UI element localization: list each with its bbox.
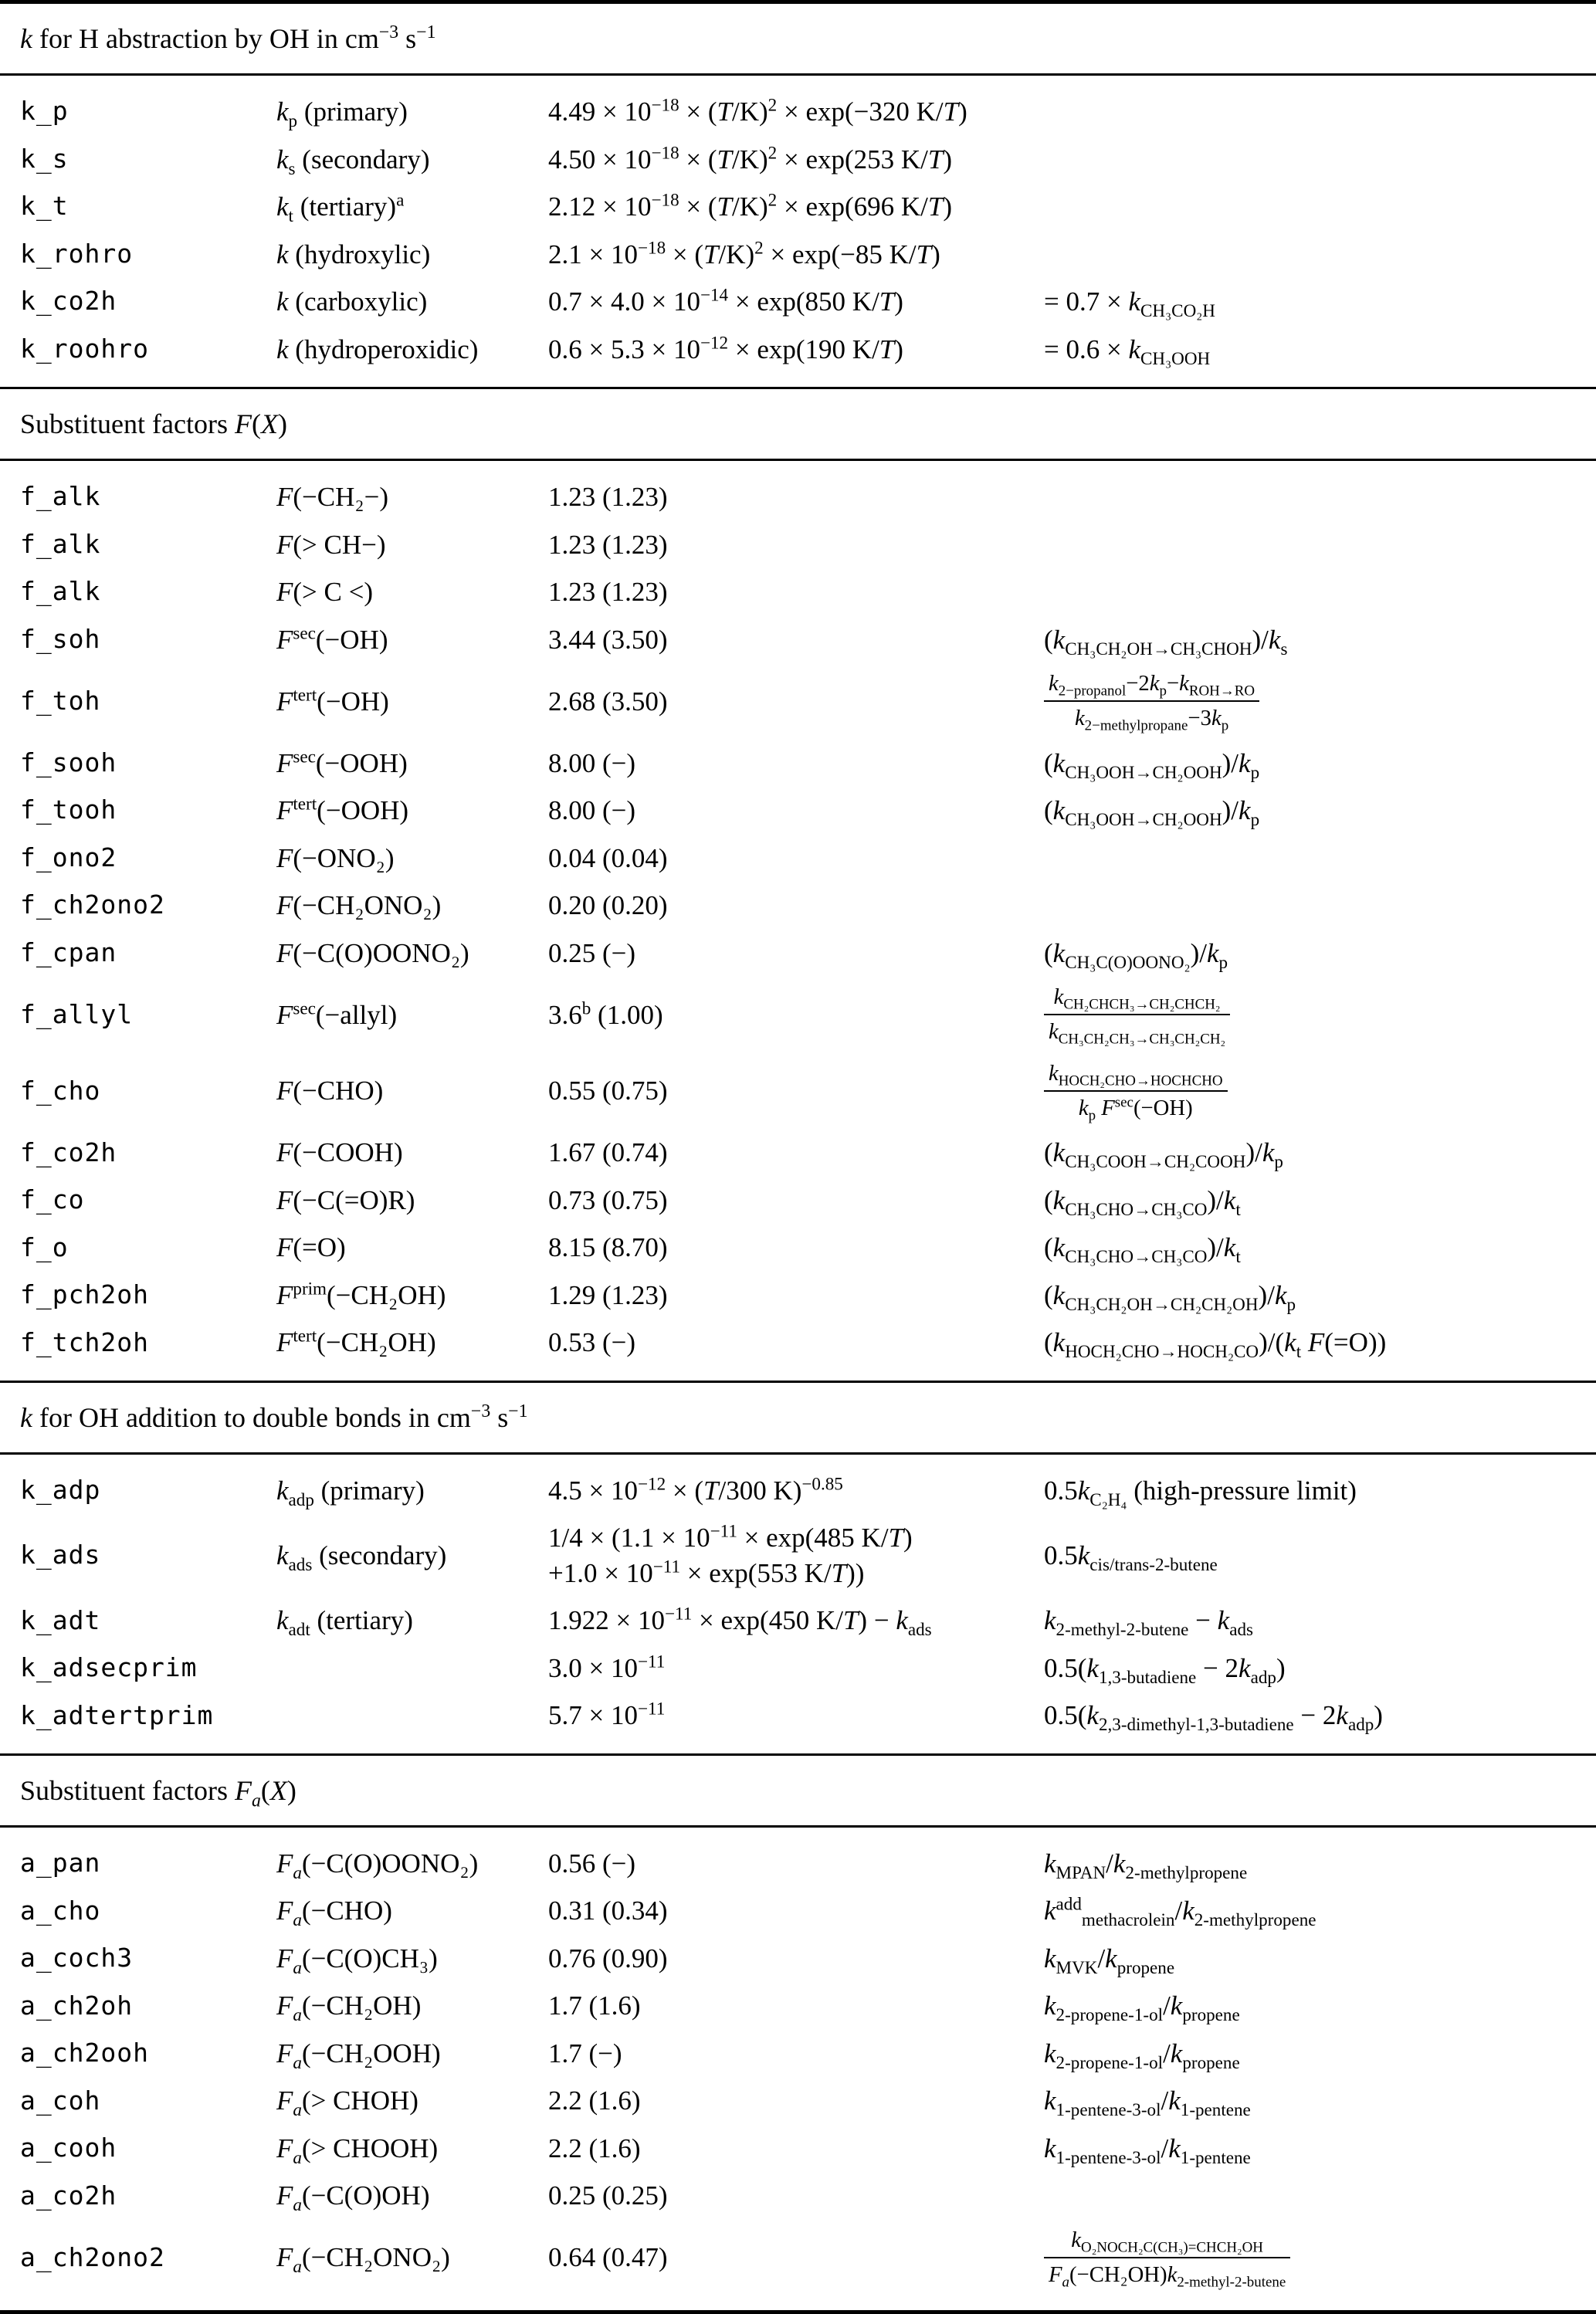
param-formula: 0.25 (0.25) (548, 2180, 668, 2211)
param-formula: 1.7 (1.6) (548, 1990, 641, 2021)
param-code: k_adsecprim (20, 1652, 198, 1683)
param-note: $k_{MVK}/k_{propene}$ (1044, 1943, 1175, 1977)
param-formula: 8.00 (−) (548, 795, 636, 826)
section-header: k for H abstraction by OH in $cm^{-3}$ $s^{-1}$ (0, 4, 1596, 76)
param-symbol: $k_p$ (primary) (276, 97, 408, 131)
section-header: Substituent factors $F_a(X)$ (0, 1756, 1596, 1828)
param-note: $k_{2-propene-1-ol}/k_{propene}$ (1044, 1990, 1240, 2025)
table-row (0, 183, 1596, 231)
param-formula: 3.44 (3.50) (548, 624, 668, 655)
param-code: k_ads (20, 1540, 101, 1570)
param-code: k_p (20, 96, 69, 127)
param-note: $k_{1-pentene-3-ol}/k_{1-pentene}$ (1044, 2133, 1251, 2167)
fraction-numerator: $k_{HOCH_2CHO\to HOCHCHO}$ (1044, 1059, 1228, 1092)
param-formula: $3.0 \times 10^{-11}$ (548, 1651, 666, 1683)
param-code: a_ch2ono2 (20, 2241, 165, 2272)
param-symbol: F(−C(=O)R) (276, 1184, 415, 1215)
fraction (1044, 2226, 1290, 2290)
param-code: k_adt (20, 1604, 101, 1635)
param-symbol: $F_a(>$ CHOOH) (276, 2133, 439, 2167)
table-row (0, 1645, 1596, 1692)
param-symbol: F(> C <) (276, 577, 374, 607)
param-symbol: F(−ONO₂) (276, 842, 395, 873)
table-row (0, 1053, 1596, 1130)
param-code: a_pan (20, 1848, 101, 1879)
param-symbol: $F^{sec}(-OH)$ (276, 622, 388, 655)
param-note: $(k_{CH_3COOH\to CH_2COOH})/k_p$ (1044, 1137, 1283, 1172)
param-formula: $1/4 \times (1.1 \times 10^{-11} \times \exp(485$ K/T) $+1.0 \times 10^{-11} \times \exp(553$ K/T)) (548, 1520, 913, 1588)
table-section (0, 4, 1596, 387)
table-row (0, 663, 1596, 740)
table-row (0, 1129, 1596, 1177)
param-formula: 8.15 (8.70) (548, 1232, 668, 1263)
param-code: f_pch2oh (20, 1279, 149, 1310)
param-note: $k_{2-methyl-2-butene} - k_{ads}$ (1044, 1605, 1254, 1640)
param-symbol: $F_a(-CH_2ONO_2)$ (276, 2242, 450, 2277)
param-symbol: F(−CH₂−) (276, 482, 389, 512)
param-code: k_adtertprim (20, 1699, 214, 1730)
param-note: = $0.6 \times k_{CH_3OOH}$ (1044, 334, 1211, 368)
section-rows (0, 1455, 1596, 1753)
param-note: = $0.7 \times k_{CH_3CO_2H}$ (1044, 286, 1215, 321)
table-row (0, 473, 1596, 521)
section-rows (0, 76, 1596, 387)
table-row (0, 568, 1596, 616)
table-section (0, 387, 1596, 1381)
param-code: f_co (20, 1184, 85, 1215)
section-rows (0, 461, 1596, 1381)
param-code: f_sooh (20, 747, 117, 778)
table-row (0, 2220, 1596, 2296)
section-header: k for OH addition to double bonds in $cm^{-3}$ $s^{-1}$ (0, 1383, 1596, 1455)
param-symbol: $k_t$ (tertiary)$^a$ (276, 189, 405, 226)
param-symbol: $F_a(-C(O)CH_3)$ (276, 1943, 438, 1977)
param-note: $k_{1-pentene-3-ol}/k_{1-pentene}$ (1044, 2085, 1251, 2120)
param-symbol: k (carboxylic) (276, 286, 428, 317)
param-code: f_cho (20, 1075, 101, 1106)
table-row (0, 2125, 1596, 2173)
param-formula: 2.2 (1.6) (548, 2133, 641, 2163)
param-symbol: $F_a(>$ CHOH) (276, 2085, 418, 2120)
table-row (0, 1982, 1596, 2030)
param-note: $(k_{CH_3CHO\to CH_3CO})/k_t$ (1044, 1232, 1241, 1267)
param-note: $(k_{CH_3C(O)OONO_2})/k_p$ (1044, 937, 1228, 972)
param-code: a_ch2ooh (20, 2038, 149, 2068)
param-note: $(k_{CH_3OOH\to CH_2OOH})/k_p$ (1044, 795, 1260, 830)
param-formula: $4.50 \times 10^{-18} \times (T/K)^2 \times \exp(253$ K/T) (548, 141, 953, 174)
param-symbol: k (hydroperoxidic) (276, 334, 479, 364)
param-note: $k_{MPAN}/k_{2-methylpropene}$ (1044, 1848, 1248, 1882)
table-row (0, 2077, 1596, 2125)
param-formula: $5.7 \times 10^{-11}$ (548, 1698, 666, 1731)
param-formula: $1.922 \times 10^{-11} \times \exp(450$ $K/T) - k_{ads}$ (548, 1603, 932, 1640)
table-row (0, 1840, 1596, 1888)
fraction-denominator: $k_p$ $F^{sec}(-OH)$ (1078, 1094, 1193, 1124)
param-symbol: F(−CH₂ONO₂) (276, 890, 442, 921)
table-row (0, 977, 1596, 1053)
table-row (0, 787, 1596, 835)
param-formula: 0.73 (0.75) (548, 1184, 668, 1215)
param-symbol: $F^{prim}(-CH_2OH)$ (276, 1278, 446, 1310)
param-formula: 0.64 (0.47) (548, 2242, 668, 2273)
param-code: f_ch2ono2 (20, 889, 165, 920)
param-note: $0.5(k_{2,3-dimethyl-1,3-butadiene} - 2k_{adp})$ (1044, 1700, 1383, 1735)
param-code: a_coch3 (20, 1943, 134, 1974)
param-code: k_rohro (20, 238, 134, 269)
param-code: f_co2h (20, 1137, 117, 1167)
table-row (0, 835, 1596, 883)
param-code: k_adp (20, 1475, 101, 1506)
param-note (1044, 983, 1596, 1047)
table-row (0, 1177, 1596, 1225)
table-section (0, 1381, 1596, 1753)
table-row (0, 740, 1596, 788)
param-code: f_tch2oh (20, 1326, 149, 1357)
param-symbol: $F^{sec}(-OOH)$ (276, 745, 408, 778)
param-symbol: $F_a(-C(O)OONO_2)$ (276, 1848, 479, 1882)
table-section (0, 1753, 1596, 2310)
table-row (0, 1467, 1596, 1515)
table-row (0, 88, 1596, 136)
fraction (1044, 983, 1230, 1047)
param-code: f_allyl (20, 998, 134, 1029)
param-symbol: F(−COOH) (276, 1137, 403, 1168)
table-row (0, 2030, 1596, 2078)
param-symbol: F(> CH−) (276, 529, 386, 560)
param-formula: $2.12 \times 10^{-18} \times (T/K)^2 \times \exp(696$ K/T) (548, 189, 953, 222)
param-note: $0.5k_{C_2H_4}$ (high-pressure limit) (1044, 1475, 1357, 1509)
param-formula: 0.56 (−) (548, 1848, 636, 1879)
param-formula: $0.6 \times 5.3 \times 10^{-12} \times \exp(190$ K/T) (548, 331, 903, 364)
param-symbol: F(=O) (276, 1232, 346, 1263)
table-row (0, 1319, 1596, 1367)
param-symbol: $F^{tert}(-OH)$ (276, 683, 389, 717)
param-formula: 1.23 (1.23) (548, 577, 668, 607)
param-code: k_roohro (20, 333, 149, 364)
param-code: f_alk (20, 576, 101, 607)
fraction-denominator: $k_{2-methylpropane}-3k_p$ (1074, 706, 1229, 734)
table-row (0, 2172, 1596, 2220)
param-note: $(k_{CH_3CHO\to CH_3CO})/k_t$ (1044, 1184, 1241, 1219)
param-formula: 0.55 (0.75) (548, 1076, 668, 1106)
param-code: f_alk (20, 528, 101, 559)
table-row (0, 930, 1596, 977)
param-formula: 0.20 (0.20) (548, 890, 668, 921)
param-symbol: $F^{tert}(-CH_2OH)$ (276, 1325, 436, 1358)
param-code: f_alk (20, 481, 101, 512)
param-symbol: $F_a(-C(O)OH)$ (276, 2180, 430, 2215)
table-row (0, 616, 1596, 664)
table-row (0, 326, 1596, 374)
fraction (1044, 669, 1259, 734)
param-code: a_co2h (20, 2180, 117, 2211)
table-row (0, 521, 1596, 569)
param-code: f_cpan (20, 937, 117, 967)
param-symbol: F(−C(O)OONO₂) (276, 937, 469, 968)
param-note (1044, 1059, 1596, 1123)
table-row (0, 882, 1596, 930)
param-symbol: $k_s$ (secondary) (276, 144, 430, 178)
fraction-numerator: $k_{O_2NOCH_2C(CH_3)=CHCH_2OH}$ (1044, 2226, 1290, 2258)
param-code: k_co2h (20, 286, 117, 317)
param-symbol: F(−CHO) (276, 1076, 384, 1106)
param-note: $k^{add}_{methacrolein}/k_{2-methylpropene}$ (1044, 1893, 1316, 1930)
param-code: f_o (20, 1232, 69, 1262)
section-header: Substituent factors F(X) (0, 389, 1596, 461)
param-formula: 0.76 (0.90) (548, 1943, 668, 1974)
param-symbol: $F^{sec}(-allyl)$ (276, 997, 398, 1030)
table-row (0, 1272, 1596, 1320)
param-formula: $0.7 \times 4.0 \times 10^{-14} \times \exp(850$ K/T) (548, 284, 903, 317)
param-formula: 0.04 (0.04) (548, 842, 668, 873)
param-code: f_tooh (20, 794, 117, 825)
param-formula: 1.29 (1.23) (548, 1279, 668, 1310)
param-note: $0.5k_{cis/trans-2-butene}$ (1044, 1540, 1218, 1575)
fraction (1044, 1059, 1228, 1123)
param-symbol: k (hydroxylic) (276, 239, 431, 269)
section-rows (0, 1828, 1596, 2310)
param-formula: 0.53 (−) (548, 1327, 636, 1358)
table-row (0, 1224, 1596, 1272)
table-row (0, 1514, 1596, 1597)
param-code: f_ono2 (20, 842, 117, 872)
table-row (0, 231, 1596, 279)
param-formula: 8.00 (−) (548, 747, 636, 778)
param-formula: 0.31 (0.34) (548, 1896, 668, 1926)
table-row (0, 1887, 1596, 1935)
param-symbol: $F_a(-CHO)$ (276, 1896, 392, 1930)
param-code: a_coh (20, 2085, 101, 2116)
param-formula: 0.25 (−) (548, 937, 636, 968)
table-row (0, 278, 1596, 326)
param-code: k_t (20, 191, 69, 222)
param-code: a_cooh (20, 2133, 117, 2163)
param-code: a_cho (20, 1895, 101, 1926)
param-code: a_ch2oh (20, 1990, 134, 2021)
fraction-numerator: $k_{2-propanol}-2k_p-k_{ROH\to RO}$ (1044, 669, 1259, 702)
param-formula: 1.23 (1.23) (548, 529, 668, 560)
param-formula: 2.68 (3.50) (548, 686, 668, 717)
param-formula: 3.6$^b$ (1.00) (548, 997, 663, 1030)
param-formula: 1.23 (1.23) (548, 482, 668, 512)
table-row (0, 1597, 1596, 1645)
param-note: $(k_{HOCH_2CHO\to HOCH_2CO})/(k_t$ F(=O)) (1044, 1327, 1387, 1362)
table-row (0, 1692, 1596, 1740)
param-note (1044, 669, 1596, 734)
table-row (0, 136, 1596, 184)
param-formula: $4.5 \times 10^{-12} \times (T/300$ K)$^{-0.85}$ (548, 1473, 843, 1506)
param-note: $k_{2-propene-1-ol}/k_{propene}$ (1044, 2038, 1240, 2072)
param-formula: $2.1 \times 10^{-18} \times (T/K)^2 \times \exp(-85$ K/T) (548, 236, 940, 269)
param-formula: 1.7 (−) (548, 2038, 622, 2068)
fraction-denominator: $k_{CH_3CH_2CH_3\to CH_3CH_2CH_2}$ (1049, 1019, 1226, 1049)
param-code: f_soh (20, 623, 101, 654)
table-row (0, 1935, 1596, 1983)
param-code: k_s (20, 143, 69, 174)
param-code: f_toh (20, 685, 101, 716)
fraction-numerator: $k_{CH_2CHCH_3\to CH_2CHCH_2}$ (1044, 983, 1230, 1015)
param-note: $(k_{CH_3OOH\to CH_2OOH})/k_p$ (1044, 747, 1260, 782)
param-note: $(k_{CH_3CH_2OH\to CH_2CH_2OH})/k_p$ (1044, 1279, 1296, 1314)
param-note: $0.5(k_{1,3-butadiene} - 2k_{adp})$ (1044, 1652, 1286, 1687)
param-symbol: $F^{tert}(-OOH)$ (276, 793, 409, 826)
param-note: $(k_{CH_3CH_2OH\to CH_3CHOH})/k_s$ (1044, 624, 1288, 659)
param-symbol: $k_{adt}$ (tertiary) (276, 1605, 413, 1640)
fraction-denominator: $F_a(-CH_2OH)k_{2-methyl-2-butene}$ (1049, 2262, 1286, 2291)
param-symbol: $k_{ads}$ (secondary) (276, 1540, 447, 1575)
param-symbol: $k_{adp}$ (primary) (276, 1475, 425, 1509)
param-formula: 2.2 (1.6) (548, 2085, 641, 2116)
param-note (1044, 2226, 1596, 2290)
param-formula: $4.49 \times 10^{-18} \times (T/K)^2 \times \exp(-320$ K/T) (548, 94, 967, 127)
param-symbol: $F_a(-CH_2OOH)$ (276, 2038, 441, 2072)
param-symbol: $F_a(-CH_2OH)$ (276, 1990, 422, 2025)
param-formula: 1.67 (0.74) (548, 1137, 668, 1168)
